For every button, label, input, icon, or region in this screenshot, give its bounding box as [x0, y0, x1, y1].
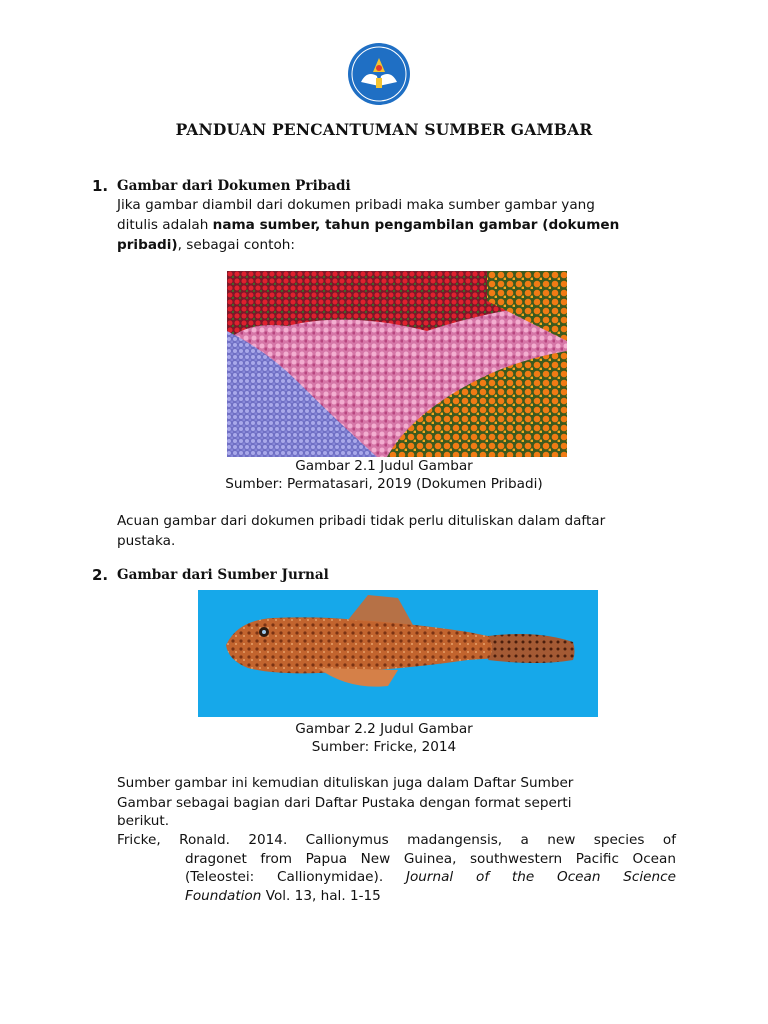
paragraph-line: Acuan gambar dari dokumen pribadi tidak perlu dituliskan dalam daftar: [117, 513, 606, 529]
paragraph-line: berikut.: [117, 813, 170, 829]
section-heading: Gambar dari Sumber Jurnal: [117, 567, 329, 583]
figure-source: Sumber: Fricke, 2014: [311, 739, 457, 755]
flower-garden-photo: [227, 271, 567, 457]
reference-line: dragonet from Papua New Guinea, southwestern Pacific Ocean: [185, 851, 676, 867]
figure-source: Sumber: Permatasari, 2019 (Dokumen Pribadi): [225, 476, 543, 492]
dragonet-fish-photo: [198, 590, 598, 717]
paragraph-line: Gambar sebagai bagian dari Daftar Pustaka dengan format seperti: [117, 795, 572, 811]
figure-caption: Gambar 2.2 Judul Gambar: [295, 721, 473, 737]
figure-caption: Gambar 2.1 Judul Gambar: [295, 458, 473, 474]
section-number: 2.: [92, 566, 109, 584]
tut-wuri-handayani-logo: [347, 42, 411, 106]
section-number: 1.: [92, 177, 109, 195]
reference-line: Foundation Vol. 13, hal. 1-15: [185, 888, 381, 904]
paragraph-line: pustaka.: [117, 533, 176, 549]
paragraph-line: Jika gambar diambil dari dokumen pribadi maka sumber gambar yang: [117, 197, 595, 213]
paragraph-line: pribadi), sebagai contoh:: [117, 237, 295, 253]
page-title: PANDUAN PENCANTUMAN SUMBER GAMBAR: [175, 120, 593, 139]
reference-line: (Teleostei: Callionymidae). Journal of the Ocean Science: [185, 869, 676, 885]
paragraph-line: ditulis adalah nama sumber, tahun pengambilan gambar (dokumen: [117, 217, 620, 233]
section-heading: Gambar dari Dokumen Pribadi: [117, 178, 351, 194]
reference-line: Fricke, Ronald. 2014. Callionymus madangensis, a new species of: [117, 832, 676, 848]
paragraph-line: Sumber gambar ini kemudian dituliskan juga dalam Daftar Sumber: [117, 775, 574, 791]
